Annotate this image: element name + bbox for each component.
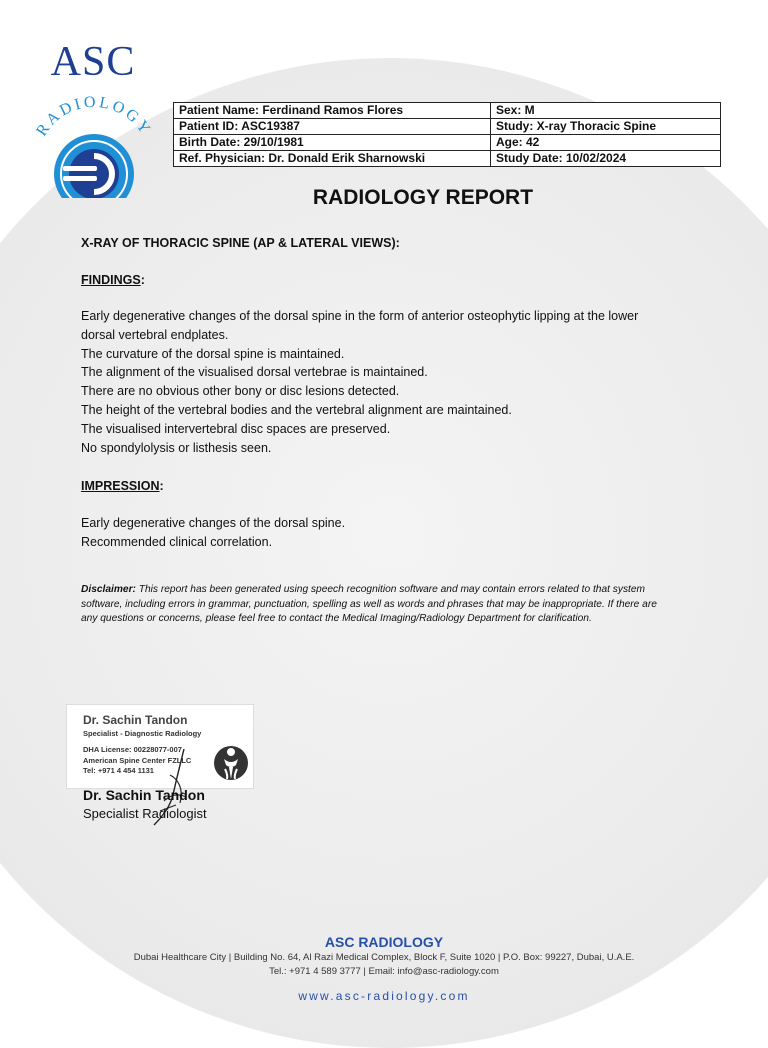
finding-line: There are no obvious other bony or disc lesions detected. xyxy=(81,384,400,399)
table-row xyxy=(174,151,721,167)
footer-address: Dubai Healthcare City | Building No. 64, Al Razi Medical Complex, Block F, Suite 1020 | P.O. Box: 99227, Dubai, U.A.E. xyxy=(133,952,635,963)
finding-line: The height of the vertebral bodies and the vertebral alignment are maintained. xyxy=(81,402,512,417)
birth-date: Birth Date: 29/10/1981 xyxy=(174,135,491,151)
impression-heading xyxy=(81,477,671,496)
disclaimer-label: Disclaimer: xyxy=(81,584,136,595)
table-row xyxy=(174,103,721,119)
finding-line: The visualised intervertebral disc spaces are preserved. xyxy=(81,421,391,436)
signatory-name: Dr. Sachin Tandon xyxy=(83,787,205,803)
stamp-phone: Tel: +971 4 454 1131 xyxy=(83,766,154,775)
finding-line: The alignment of the visualised dorsal vertebrae is maintained. xyxy=(81,365,428,380)
patient-name: Patient Name: Ferdinand Ramos Flores xyxy=(174,103,491,119)
findings-heading-colon: : xyxy=(140,273,145,287)
logo-asc-text: ASC xyxy=(50,39,136,85)
impression-heading-label: IMPRESSION xyxy=(81,479,160,493)
stamp-specialty: Specialist - Diagnostic Radiology xyxy=(83,729,202,738)
footer-organization: ASC RADIOLOGY xyxy=(324,934,444,950)
asc-radiology-logo xyxy=(18,38,168,198)
logo-emblem-icon xyxy=(18,68,168,198)
report-title: RADIOLOGY REPORT xyxy=(312,186,534,209)
stamp-doctor-name: Dr. Sachin Tandon xyxy=(83,713,188,727)
findings-list xyxy=(81,307,671,457)
referring-physician: Ref. Physician: Dr. Donald Erik Sharnowski xyxy=(174,151,491,167)
disclaimer-text: This report has been generated using speech recognition software and may contain errors related to that system software, including errors in grammar, punctuation, spelling as well as words and phrases that may be inappropriate. If there are any questions or concerns, please feel free to contact the Medical Imaging/Radiology Department for clarification. xyxy=(81,584,657,624)
study-type: Study: X-ray Thoracic Spine xyxy=(491,119,721,135)
table-row xyxy=(174,119,721,135)
patient-sex: Sex: M xyxy=(491,103,721,119)
impression-list xyxy=(81,514,671,552)
svg-text:RADIOLOGY xyxy=(33,94,155,140)
patient-info-table xyxy=(173,102,721,167)
table-row xyxy=(174,135,721,151)
signatory-title: Specialist Radiologist xyxy=(83,806,207,821)
footer-website-link[interactable]: www.asc-radiology.com xyxy=(298,989,470,1003)
impression-line: Recommended clinical correlation. xyxy=(81,534,273,549)
findings-heading xyxy=(81,271,671,290)
disclaimer xyxy=(81,583,661,627)
stamp-license: DHA License: 00228077-007 xyxy=(83,745,182,754)
findings-heading-label: FINDINGS xyxy=(81,273,141,287)
study-date: Study Date: 10/02/2024 xyxy=(491,151,721,167)
spine-center-emblem-icon xyxy=(213,743,249,783)
stamp-center: American Spine Center FZLLC xyxy=(83,755,192,765)
footer-contact: Tel.: +971 4 589 3777 | Email: info@asc-radiology.com xyxy=(269,966,499,977)
patient-id: Patient ID: ASC19387 xyxy=(174,119,491,135)
finding-line: The curvature of the dorsal spine is maintained. xyxy=(81,346,345,361)
exam-subtitle: X-RAY OF THORACIC SPINE (AP & LATERAL VIEWS): xyxy=(81,236,400,250)
impression-heading-colon: : xyxy=(159,479,164,493)
logo-radiology-arc-text: RADIOLOGY xyxy=(33,93,155,140)
finding-line: Early degenerative changes of the dorsal spine in the form of anterior osteophytic lipping at the lower dorsal vertebral endplates. xyxy=(81,309,639,342)
impression-line: Early degenerative changes of the dorsal spine. xyxy=(81,516,346,530)
finding-line: No spondylolysis or listhesis seen. xyxy=(81,440,272,455)
patient-age: Age: 42 xyxy=(491,135,721,151)
